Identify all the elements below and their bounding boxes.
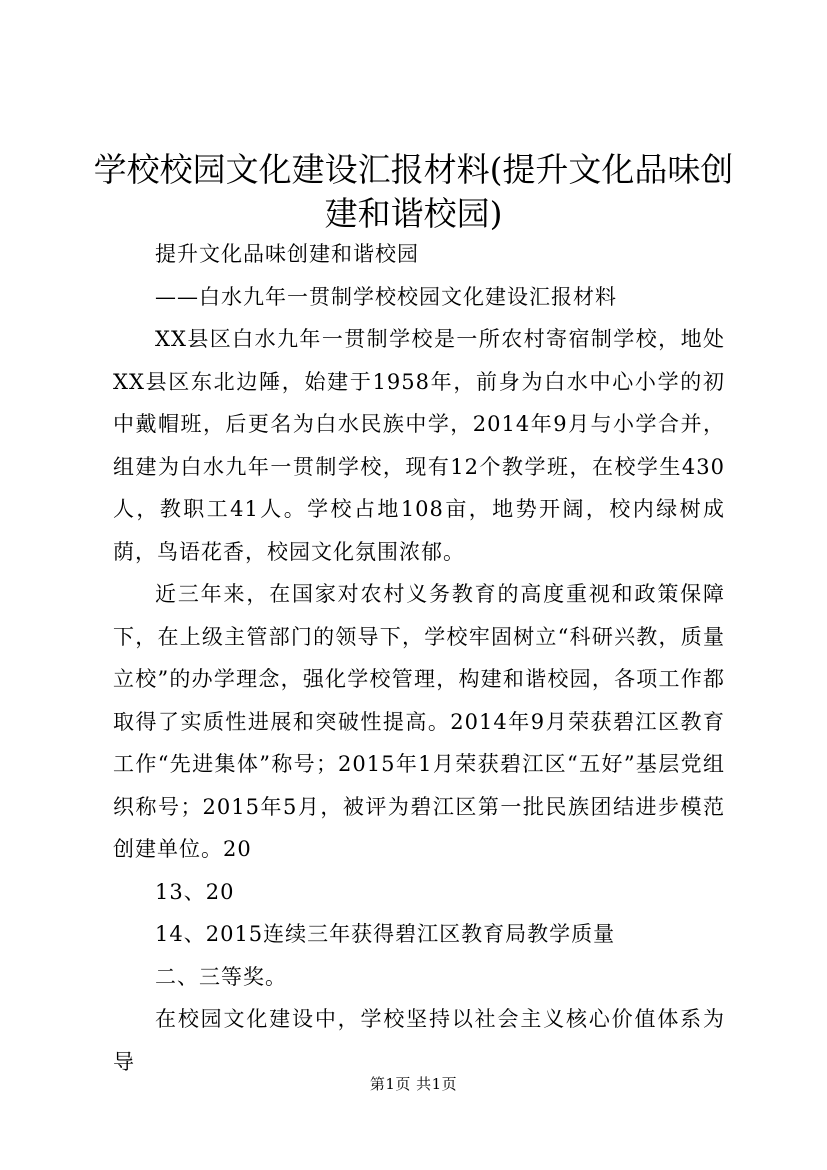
- culture-paragraph: 在校园文化建设中，学校坚持以社会主义核心价值体系为导: [113, 1007, 725, 1074]
- subheading-paragraph: ——白水九年一贯制学校校园文化建设汇报材料: [155, 284, 617, 309]
- award-rank-paragraph: 二、三等奖。: [155, 964, 287, 989]
- subtitle-paragraph: 提升文化品味创建和谐校园: [155, 242, 419, 266]
- document-body: [113, 233, 725, 1083]
- year-fragment-paragraph: 13、20: [155, 879, 235, 904]
- achievements-paragraph: 近三年来，在国家对农村义务教育的高度重视和政策保障下，在上级主管部门的领导下，学校牢固树立“科研兴教，质量立校”的办学理念，强化学校管理，构建和谐校园，各项工作都取得了实质性进展和突破性提高。2014年9月荣获碧江区教育工作“先进集体”称号；2015年1月荣获碧江区“五好”基层党组织称号；2015年5月，被评为碧江区第一批民族团结进步模范创建单位。20: [113, 582, 725, 861]
- document-title: 学校校园文化建设汇报材料(提升文化品味创建和谐校园): [93, 150, 734, 233]
- page-number-footer: 第1页 共1页: [369, 1075, 458, 1093]
- intro-paragraph: XX县区白水九年一贯制学校是一所农村寄宿制学校，地处XX县区东北边陲，始建于1958年，前身为白水中心小学的初中戴帽班，后更名为白水民族中学，2014年9月与小学合并，组建为白水九年一贯制学校，现有12个教学班，在校学生430人，教职工41人。学校占地108亩，地势开阔，校内绿树成荫，鸟语花香，校园文化氛围浓郁。: [113, 327, 725, 564]
- award-paragraph: 14、2015连续三年获得碧江区教育局教学质量: [155, 922, 616, 946]
